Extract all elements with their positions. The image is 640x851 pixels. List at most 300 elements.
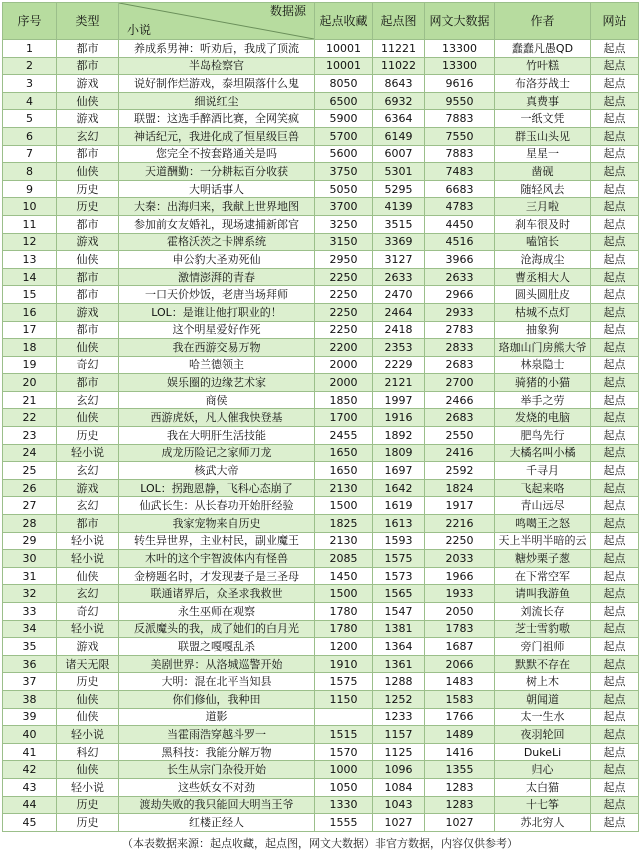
row-title: 转生异世界，主业村民，副业魔王 — [119, 532, 315, 550]
table-row — [3, 814, 639, 832]
row-qidian-rank: 1573 — [373, 567, 425, 585]
row-type: 玄幻 — [57, 127, 119, 145]
row-qidian-rank: 1997 — [373, 391, 425, 409]
row-qidian-rank: 1157 — [373, 726, 425, 744]
row-type: 历史 — [57, 673, 119, 691]
row-type: 玄幻 — [57, 462, 119, 480]
row-qidian-rank: 1593 — [373, 532, 425, 550]
row-wenwen: 1824 — [425, 479, 495, 497]
row-site: 起点 — [591, 462, 639, 480]
row-author: 天上半明半暗的云 — [495, 532, 591, 550]
row-type: 游戏 — [57, 75, 119, 93]
row-type: 仙侠 — [57, 567, 119, 585]
row-index: 15 — [3, 286, 57, 304]
table-row — [3, 743, 639, 761]
row-title: LOL：是谁让他打职业的！ — [119, 303, 315, 321]
table-row — [3, 303, 639, 321]
row-index: 39 — [3, 708, 57, 726]
table-row — [3, 391, 639, 409]
row-title: 天道酬勤：一分耕耘百分收获 — [119, 163, 315, 181]
row-qidian-fav: 1575 — [315, 673, 373, 691]
row-site: 起点 — [591, 127, 639, 145]
row-wenwen: 2683 — [425, 409, 495, 427]
row-qidian-fav: 1500 — [315, 497, 373, 515]
row-wenwen: 2216 — [425, 515, 495, 533]
table-row — [3, 286, 639, 304]
row-qidian-rank: 1575 — [373, 550, 425, 568]
row-qidian-rank: 2633 — [373, 268, 425, 286]
row-type: 轻小说 — [57, 620, 119, 638]
table-row — [3, 620, 639, 638]
row-wenwen: 13300 — [425, 57, 495, 75]
row-site: 起点 — [591, 286, 639, 304]
row-title: 你们修仙，我种田 — [119, 690, 315, 708]
row-title: 当霍雨浩穿越斗罗一 — [119, 726, 315, 744]
row-index: 30 — [3, 550, 57, 568]
row-wenwen: 2683 — [425, 356, 495, 374]
row-index: 23 — [3, 427, 57, 445]
row-author: 十七筝 — [495, 796, 591, 814]
row-qidian-fav: 1330 — [315, 796, 373, 814]
table-row — [3, 462, 639, 480]
row-type: 奇幻 — [57, 603, 119, 621]
row-type: 历史 — [57, 796, 119, 814]
row-title: 激情澎湃的青春 — [119, 268, 315, 286]
row-qidian-rank: 2470 — [373, 286, 425, 304]
table-row — [3, 690, 639, 708]
row-title: 半岛检察官 — [119, 57, 315, 75]
row-wenwen: 2833 — [425, 339, 495, 357]
row-site: 起点 — [591, 303, 639, 321]
row-title: 西游虎妖，凡人催我快登基 — [119, 409, 315, 427]
row-site: 起点 — [591, 145, 639, 163]
row-qidian-rank: 6149 — [373, 127, 425, 145]
row-title: 木叶的这个宇智波体内有怪兽 — [119, 550, 315, 568]
header-qidian-rank: 起点图 — [373, 3, 425, 40]
row-index: 8 — [3, 163, 57, 181]
row-index: 28 — [3, 515, 57, 533]
row-wenwen: 2466 — [425, 391, 495, 409]
row-author: 糖炒栗子葱 — [495, 550, 591, 568]
row-index: 45 — [3, 814, 57, 832]
row-qidian-fav: 1850 — [315, 391, 373, 409]
row-site: 起点 — [591, 268, 639, 286]
footer-note: （本表数据来源：起点收藏，起点图，网文大数据）非官方数据，内容仅供参考） — [122, 836, 518, 850]
row-type: 都市 — [57, 40, 119, 58]
table-row — [3, 427, 639, 445]
row-type: 奇幻 — [57, 356, 119, 374]
row-wenwen: 2550 — [425, 427, 495, 445]
row-wenwen: 4516 — [425, 233, 495, 251]
table-row — [3, 180, 639, 198]
row-qidian-fav: 2250 — [315, 321, 373, 339]
row-type: 游戏 — [57, 638, 119, 656]
row-qidian-rank: 11221 — [373, 40, 425, 58]
table-row — [3, 127, 639, 145]
row-qidian-rank: 2121 — [373, 374, 425, 392]
row-site: 起点 — [591, 814, 639, 832]
row-author: 鸣噶王之怒 — [495, 515, 591, 533]
row-site: 起点 — [591, 761, 639, 779]
row-author: 发烧的电脑 — [495, 409, 591, 427]
row-site: 起点 — [591, 479, 639, 497]
row-site: 起点 — [591, 585, 639, 603]
row-wenwen: 2416 — [425, 444, 495, 462]
row-index: 41 — [3, 743, 57, 761]
row-site: 起点 — [591, 532, 639, 550]
row-index: 26 — [3, 479, 57, 497]
table-row — [3, 339, 639, 357]
row-title: 哈兰德领主 — [119, 356, 315, 374]
row-author: 三月啦 — [495, 198, 591, 216]
row-index: 44 — [3, 796, 57, 814]
row-site: 起点 — [591, 778, 639, 796]
row-type: 仙侠 — [57, 708, 119, 726]
row-site: 起点 — [591, 409, 639, 427]
row-index: 36 — [3, 655, 57, 673]
row-author: 随轻风去 — [495, 180, 591, 198]
row-qidian-rank: 1547 — [373, 603, 425, 621]
row-wenwen: 4450 — [425, 215, 495, 233]
row-author: 太一生水 — [495, 708, 591, 726]
row-qidian-fav: 1000 — [315, 761, 373, 779]
row-title: 道影 — [119, 708, 315, 726]
row-title: 大明话事人 — [119, 180, 315, 198]
row-author: 珞珈山门房熊大爷 — [495, 339, 591, 357]
row-qidian-rank: 2229 — [373, 356, 425, 374]
row-wenwen: 2700 — [425, 374, 495, 392]
row-site: 起点 — [591, 690, 639, 708]
row-title: 成龙历险记之家师刀龙 — [119, 444, 315, 462]
row-title: 这些妖女不对劲 — [119, 778, 315, 796]
row-type: 游戏 — [57, 233, 119, 251]
row-type: 玄幻 — [57, 391, 119, 409]
row-site: 起点 — [591, 374, 639, 392]
row-type: 都市 — [57, 515, 119, 533]
row-qidian-rank: 1361 — [373, 655, 425, 673]
table-row — [3, 321, 639, 339]
row-qidian-fav: 5700 — [315, 127, 373, 145]
row-author: 沧海成尘 — [495, 251, 591, 269]
row-author: 归心 — [495, 761, 591, 779]
row-type: 历史 — [57, 427, 119, 445]
row-qidian-fav: 2250 — [315, 286, 373, 304]
row-qidian-fav: 2085 — [315, 550, 373, 568]
row-title: 您完全不按套路通关是吗 — [119, 145, 315, 163]
row-site: 起点 — [591, 339, 639, 357]
table-row — [3, 268, 639, 286]
row-qidian-rank: 1916 — [373, 409, 425, 427]
row-title: 金榜题名时，才发现妻子是三圣母 — [119, 567, 315, 585]
row-qidian-fav: 1825 — [315, 515, 373, 533]
row-qidian-fav: 2000 — [315, 374, 373, 392]
row-author: 竹叶糕 — [495, 57, 591, 75]
row-qidian-rank: 6007 — [373, 145, 425, 163]
row-qidian-rank: 4139 — [373, 198, 425, 216]
row-wenwen: 7883 — [425, 145, 495, 163]
row-type: 游戏 — [57, 479, 119, 497]
header-type: 类型 — [57, 3, 119, 40]
row-site: 起点 — [591, 75, 639, 93]
row-title: 黑科技：我能分解万物 — [119, 743, 315, 761]
row-wenwen: 1489 — [425, 726, 495, 744]
row-title: 大明：混在北平当知县 — [119, 673, 315, 691]
row-index: 32 — [3, 585, 57, 603]
row-author: DukeLi — [495, 743, 591, 761]
row-wenwen: 1917 — [425, 497, 495, 515]
row-author: 骑猪的小猫 — [495, 374, 591, 392]
row-title: 我在西游交易万物 — [119, 339, 315, 357]
row-author: 凿砚 — [495, 163, 591, 181]
row-qidian-fav: 1450 — [315, 567, 373, 585]
table-row — [3, 444, 639, 462]
row-index: 9 — [3, 180, 57, 198]
row-qidian-rank: 5295 — [373, 180, 425, 198]
row-qidian-rank: 1809 — [373, 444, 425, 462]
row-site: 起点 — [591, 57, 639, 75]
row-qidian-fav: 10001 — [315, 40, 373, 58]
row-qidian-fav: 2000 — [315, 356, 373, 374]
row-site: 起点 — [591, 40, 639, 58]
row-author: 默默不存在 — [495, 655, 591, 673]
row-index: 22 — [3, 409, 57, 427]
row-qidian-fav: 2455 — [315, 427, 373, 445]
header-author: 作者 — [495, 3, 591, 40]
row-title: 我家宠物来自历史 — [119, 515, 315, 533]
row-site: 起点 — [591, 550, 639, 568]
row-wenwen: 9550 — [425, 92, 495, 110]
row-index: 10 — [3, 198, 57, 216]
row-wenwen: 2966 — [425, 286, 495, 304]
table-row — [3, 215, 639, 233]
table-row — [3, 603, 639, 621]
row-site: 起点 — [591, 92, 639, 110]
row-site: 起点 — [591, 726, 639, 744]
row-wenwen: 3966 — [425, 251, 495, 269]
row-type: 历史 — [57, 814, 119, 832]
table-row — [3, 532, 639, 550]
row-author: 一纸文凭 — [495, 110, 591, 128]
row-title: 养成系男神：听劝后，我成了顶流 — [119, 40, 315, 58]
row-qidian-rank: 1125 — [373, 743, 425, 761]
row-title: 红楼正经人 — [119, 814, 315, 832]
row-wenwen: 1483 — [425, 673, 495, 691]
row-qidian-rank: 1381 — [373, 620, 425, 638]
row-wenwen: 7883 — [425, 110, 495, 128]
row-qidian-fav: 1050 — [315, 778, 373, 796]
row-qidian-fav: 2130 — [315, 479, 373, 497]
row-wenwen: 7483 — [425, 163, 495, 181]
row-type: 玄幻 — [57, 585, 119, 603]
row-qidian-rank: 1642 — [373, 479, 425, 497]
table-row — [3, 57, 639, 75]
row-qidian-rank: 6364 — [373, 110, 425, 128]
row-title: 仙武长生：从长春功开始肝经验 — [119, 497, 315, 515]
row-type: 都市 — [57, 268, 119, 286]
row-title: LOL：拐跑恩静，飞科心态崩了 — [119, 479, 315, 497]
row-site: 起点 — [591, 708, 639, 726]
row-type: 都市 — [57, 57, 119, 75]
row-title: 反派魔头的我，成了她们的白月光 — [119, 620, 315, 638]
row-wenwen: 2633 — [425, 268, 495, 286]
row-qidian-fav: 5900 — [315, 110, 373, 128]
table-row — [3, 198, 639, 216]
row-site: 起点 — [591, 567, 639, 585]
row-site: 起点 — [591, 110, 639, 128]
row-qidian-fav: 1700 — [315, 409, 373, 427]
row-index: 18 — [3, 339, 57, 357]
row-wenwen: 6683 — [425, 180, 495, 198]
row-type: 仙侠 — [57, 251, 119, 269]
row-title: 联盟：这选手醉酒比赛，全网笑疯 — [119, 110, 315, 128]
row-type: 都市 — [57, 286, 119, 304]
row-type: 科幻 — [57, 743, 119, 761]
row-qidian-rank: 11022 — [373, 57, 425, 75]
row-type: 轻小说 — [57, 444, 119, 462]
row-type: 历史 — [57, 198, 119, 216]
table-row — [3, 233, 639, 251]
row-index: 16 — [3, 303, 57, 321]
row-author: 大橘名叫小橘 — [495, 444, 591, 462]
row-type: 诸天无限 — [57, 655, 119, 673]
row-site: 起点 — [591, 444, 639, 462]
table-row — [3, 40, 639, 58]
row-index: 2 — [3, 57, 57, 75]
table-row — [3, 75, 639, 93]
row-title: 霍格沃茨之卡牌系统 — [119, 233, 315, 251]
row-title: 核武大帝 — [119, 462, 315, 480]
row-index: 6 — [3, 127, 57, 145]
row-author: 枯城不点灯 — [495, 303, 591, 321]
row-site: 起点 — [591, 673, 639, 691]
row-qidian-rank: 1233 — [373, 708, 425, 726]
row-qidian-rank: 1252 — [373, 690, 425, 708]
row-author: 林泉隐士 — [495, 356, 591, 374]
row-qidian-rank: 1565 — [373, 585, 425, 603]
row-wenwen: 1966 — [425, 567, 495, 585]
row-author: 树上木 — [495, 673, 591, 691]
table-row — [3, 778, 639, 796]
row-index: 17 — [3, 321, 57, 339]
row-qidian-fav: 1910 — [315, 655, 373, 673]
row-qidian-fav: 1500 — [315, 585, 373, 603]
table-row — [3, 550, 639, 568]
row-qidian-rank: 1697 — [373, 462, 425, 480]
row-title: 美剧世界：从洛城巡警开始 — [119, 655, 315, 673]
header-novel-datasource — [119, 3, 315, 40]
row-title: 说好制作烂游戏，泰坦陨落什么鬼 — [119, 75, 315, 93]
row-wenwen: 2033 — [425, 550, 495, 568]
row-title: 永生巫师在观察 — [119, 603, 315, 621]
row-qidian-fav: 3700 — [315, 198, 373, 216]
row-type: 仙侠 — [57, 92, 119, 110]
row-qidian-fav: 3150 — [315, 233, 373, 251]
row-site: 起点 — [591, 198, 639, 216]
row-type: 仙侠 — [57, 163, 119, 181]
table-row — [3, 163, 639, 181]
row-title: 细说红尘 — [119, 92, 315, 110]
row-qidian-rank: 1892 — [373, 427, 425, 445]
row-qidian-fav: 5600 — [315, 145, 373, 163]
row-title: 娱乐圈的边缘艺术家 — [119, 374, 315, 392]
row-author: 曹丞相大人 — [495, 268, 591, 286]
row-wenwen: 2592 — [425, 462, 495, 480]
row-qidian-rank: 1619 — [373, 497, 425, 515]
table-row — [3, 673, 639, 691]
header-wenwen: 网文大数据 — [425, 3, 495, 40]
row-wenwen: 9616 — [425, 75, 495, 93]
row-title: 渡劫失败的我只能回大明当王爷 — [119, 796, 315, 814]
row-index: 35 — [3, 638, 57, 656]
table-row — [3, 374, 639, 392]
row-wenwen: 2250 — [425, 532, 495, 550]
row-wenwen: 13300 — [425, 40, 495, 58]
header-index: 序号 — [3, 3, 57, 40]
row-author: 太白猫 — [495, 778, 591, 796]
row-author: 旁门祖师 — [495, 638, 591, 656]
table-row — [3, 145, 639, 163]
row-qidian-fav: 2200 — [315, 339, 373, 357]
row-title: 神话纪元，我进化成了恒星级巨兽 — [119, 127, 315, 145]
row-qidian-rank: 6932 — [373, 92, 425, 110]
row-wenwen: 1687 — [425, 638, 495, 656]
table-row — [3, 708, 639, 726]
row-site: 起点 — [591, 743, 639, 761]
row-author: 群玉山头见 — [495, 127, 591, 145]
row-type: 轻小说 — [57, 726, 119, 744]
row-site: 起点 — [591, 603, 639, 621]
row-qidian-rank: 2353 — [373, 339, 425, 357]
row-site: 起点 — [591, 638, 639, 656]
row-index: 7 — [3, 145, 57, 163]
row-title: 这个明星爱好作死 — [119, 321, 315, 339]
row-author: 刘流长存 — [495, 603, 591, 621]
row-title: 联盟之嘎嘎乱杀 — [119, 638, 315, 656]
table-row — [3, 655, 639, 673]
table-row — [3, 251, 639, 269]
row-site: 起点 — [591, 215, 639, 233]
row-qidian-rank: 1364 — [373, 638, 425, 656]
row-site: 起点 — [591, 391, 639, 409]
row-qidian-fav: 5050 — [315, 180, 373, 198]
row-type: 仙侠 — [57, 339, 119, 357]
row-author: 朝闻道 — [495, 690, 591, 708]
row-wenwen: 1283 — [425, 796, 495, 814]
row-author: 飞起来咯 — [495, 479, 591, 497]
table-row — [3, 585, 639, 603]
row-index: 19 — [3, 356, 57, 374]
row-qidian-fav: 1780 — [315, 620, 373, 638]
row-index: 27 — [3, 497, 57, 515]
row-title: 长生从宗门杂役开始 — [119, 761, 315, 779]
row-qidian-rank: 1027 — [373, 814, 425, 832]
row-wenwen: 2066 — [425, 655, 495, 673]
row-title: 参加前女友婚礼，现场逮捕新郎官 — [119, 215, 315, 233]
row-qidian-fav: 1780 — [315, 603, 373, 621]
row-qidian-fav: 2250 — [315, 268, 373, 286]
row-wenwen: 1766 — [425, 708, 495, 726]
row-site: 起点 — [591, 515, 639, 533]
row-qidian-fav: 8050 — [315, 75, 373, 93]
header-qidian-fav: 起点收藏 — [315, 3, 373, 40]
row-author: 芝士雪豹嗷 — [495, 620, 591, 638]
row-index: 4 — [3, 92, 57, 110]
row-type: 轻小说 — [57, 550, 119, 568]
row-author: 蠢蠢凡愚QD — [495, 40, 591, 58]
row-author: 星星一 — [495, 145, 591, 163]
row-site: 起点 — [591, 356, 639, 374]
row-author: 夜羽轮回 — [495, 726, 591, 744]
